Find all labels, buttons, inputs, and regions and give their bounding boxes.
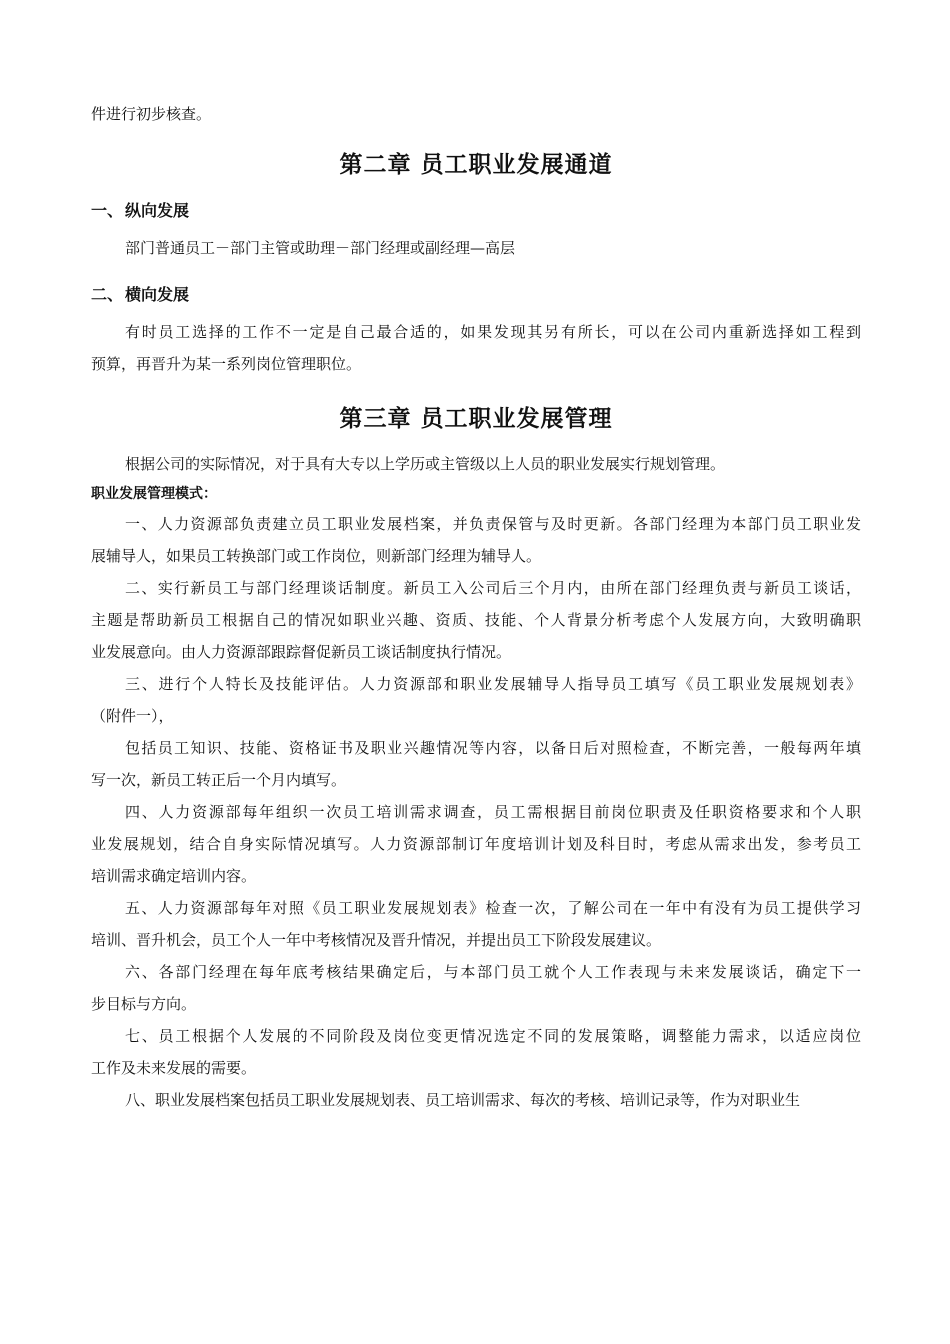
paragraph-5-line-2: 业发展规划，结合自身实际情况填写。人力资源部制订年度培训计划及科目时，考虑从需求出发，参考员工	[91, 835, 861, 853]
paragraph-8-line-2: 工作及未来发展的需要。	[91, 1059, 257, 1077]
paragraph-1-line-2: 展辅导人，如果员工转换部门或工作岗位，则新部门经理为辅导人。	[91, 547, 542, 565]
section-horizontal-heading	[91, 280, 861, 310]
section-horizontal-line-2: 预算，再晋升为某一系列岗位管理职位。	[91, 355, 362, 373]
chapter-2-title: 第二章 员工职业发展通道	[339, 152, 613, 178]
paragraph-7-line-1: 六、各部门经理在每年底考核结果确定后，与本部门员工就个人工作表现与未来发展谈话，确定下一	[125, 963, 861, 981]
section-title: 纵向发展	[125, 201, 190, 220]
section-horizontal-line-1: 有时员工选择的工作不一定是自己最合适的，如果发现其另有所长，可以在公司内重新选择如工程到	[125, 323, 861, 341]
paragraph-1-line-1: 一、人力资源部负责建立员工职业发展档案，并负责保管与及时更新。各部门经理为本部门员工职业发	[125, 515, 861, 533]
chapter-3-intro: 根据公司的实际情况，对于具有大专以上学历或主管级以上人员的职业发展实行规划管理。	[125, 455, 726, 473]
section-number: 一、	[91, 201, 124, 220]
paragraph-2-line-2: 主题是帮助新员工根据自己的情况如职业兴趣、资质、技能、个人背景分析考虑个人发展方向，大致明确职	[91, 611, 861, 629]
paragraph-8-line-1: 七、员工根据个人发展的不同阶段及岗位变更情况选定不同的发展策略，调整能力需求，以适应岗位	[125, 1027, 861, 1045]
paragraph-4-line-1: 包括员工知识、技能、资格证书及职业兴趣情况等内容，以备日后对照检查，不断完善，一般每两年填	[125, 739, 861, 757]
management-mode-label: 职业发展管理模式：	[91, 486, 217, 502]
paragraph-9-line-1: 八、职业发展档案包括员工职业发展规划表、员工培训需求、每次的考核、培训记录等，作为对职业生	[125, 1091, 801, 1109]
section-number: 二、	[91, 285, 124, 304]
chapter-3-title: 第三章 员工职业发展管理	[339, 406, 613, 432]
management-paragraphs	[91, 508, 861, 1116]
section-vertical-heading	[91, 196, 861, 226]
paragraph-4-line-2: 写一次，新员工转正后一个月内填写。	[91, 771, 347, 789]
paragraph-7-line-2: 步目标与方向。	[91, 995, 197, 1013]
paragraph-3-line-2: （附件一），	[91, 707, 174, 725]
paragraph-6-line-2: 培训、晋升机会，员工个人一年中考核情况及晋升情况，并提出员工下阶段发展建议。	[91, 931, 662, 949]
paragraph-5-line-3: 培训需求确定培训内容。	[91, 867, 257, 885]
paragraph-3-line-1: 三、进行个人特长及技能评估。人力资源部和职业发展辅导人指导员工填写《员工职业发展规划表》	[125, 675, 861, 693]
intro-tail-text: 件进行初步核查。	[91, 105, 212, 123]
document-page	[91, 98, 861, 1116]
paragraph-2-line-1: 二、实行新员工与部门经理谈话制度。新员工入公司后三个月内，由所在部门经理负责与新员工谈话，	[125, 579, 861, 597]
paragraph-2-line-3: 业发展意向。由人力资源部跟踪督促新员工谈话制度执行情况。	[91, 643, 512, 661]
paragraph-5-line-1: 四、人力资源部每年组织一次员工培训需求调查，员工需根据目前岗位职责及任职资格要求和个人职	[125, 803, 861, 821]
paragraph-6-line-1: 五、人力资源部每年对照《员工职业发展规划表》检查一次，了解公司在一年中有没有为员工提供学习	[125, 899, 861, 917]
section-title: 横向发展	[125, 285, 190, 304]
section-vertical-text: 部门普通员工－部门主管或助理－部门经理或副经理—高层	[125, 239, 516, 257]
